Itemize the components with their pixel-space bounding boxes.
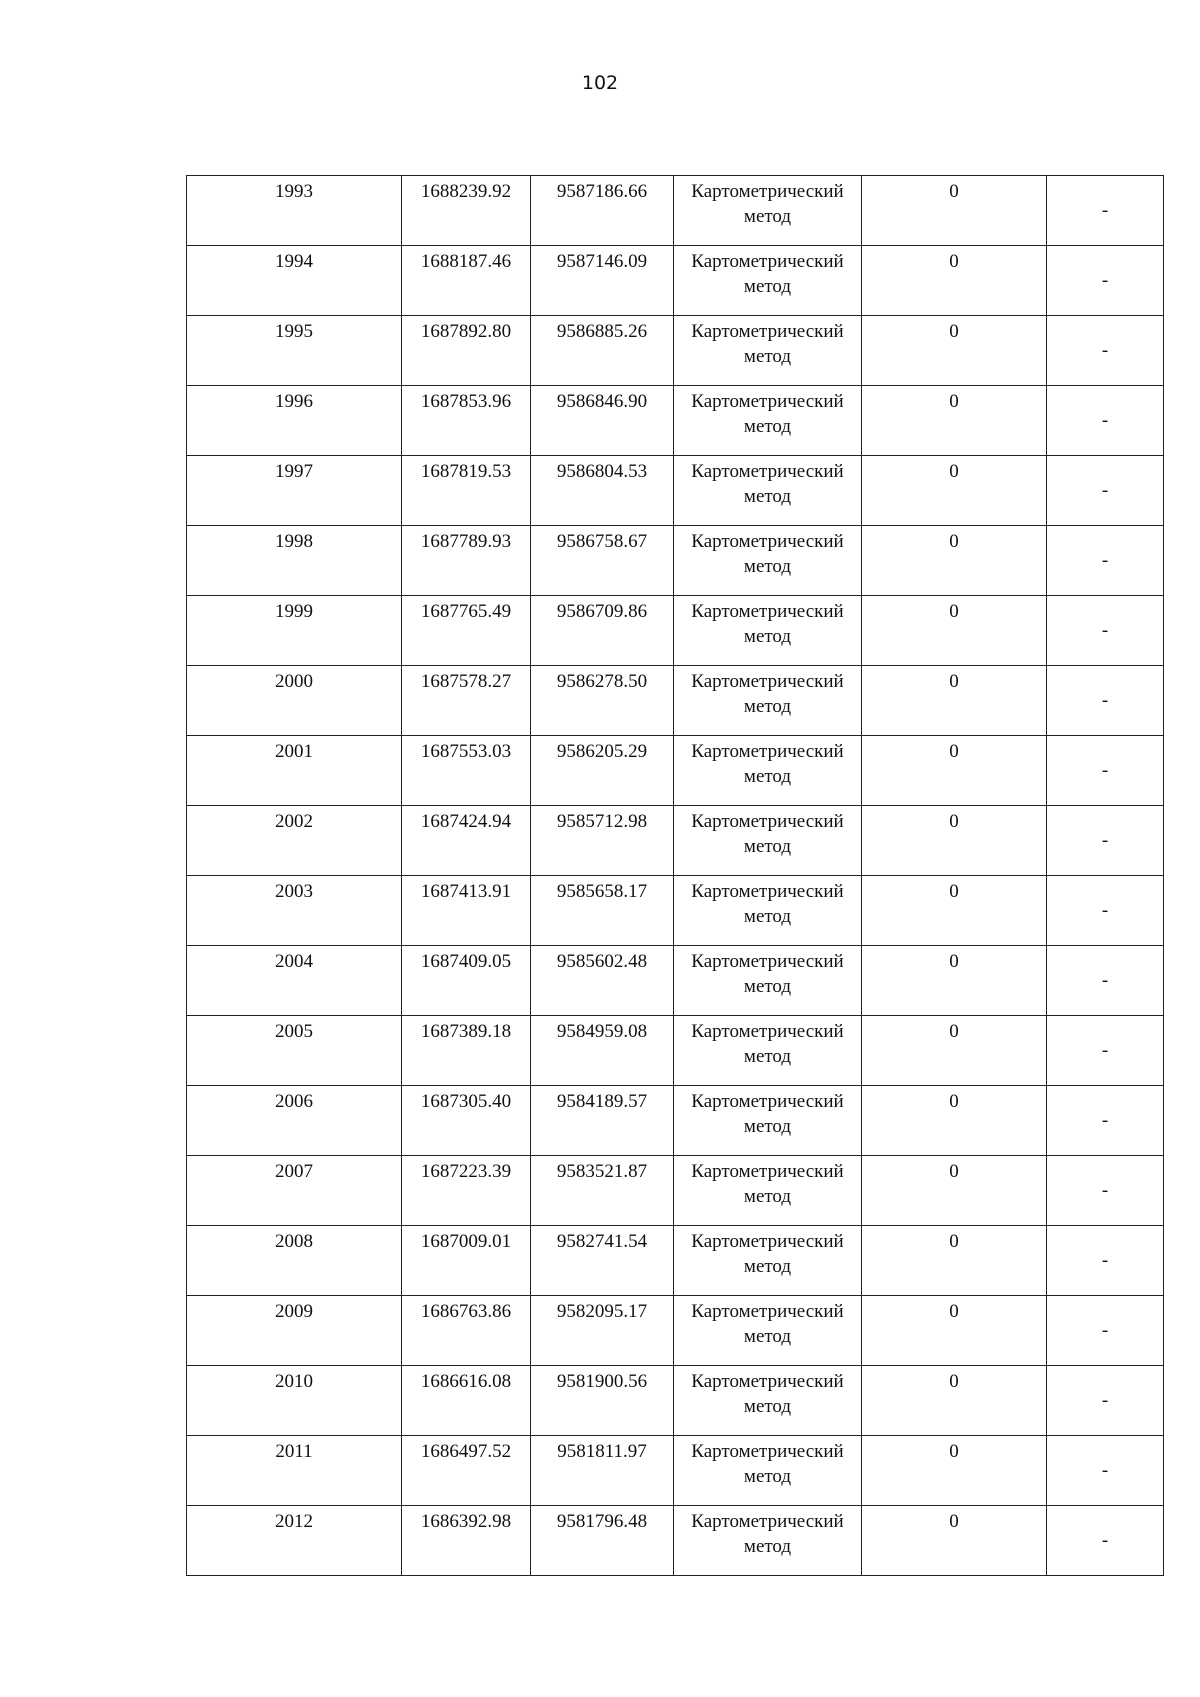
point-number-cell: 2001 — [187, 736, 402, 806]
accuracy-cell: 0 — [862, 736, 1047, 806]
accuracy-cell: 0 — [862, 596, 1047, 666]
note-cell: - — [1047, 176, 1164, 246]
x-coordinate-cell: 1686763.86 — [402, 1296, 531, 1366]
y-coordinate-cell: 9582741.54 — [531, 1226, 674, 1296]
y-coordinate-cell: 9586846.90 — [531, 386, 674, 456]
accuracy-cell: 0 — [862, 1016, 1047, 1086]
method-cell: Картометрический метод — [674, 1296, 862, 1366]
point-number-cell: 2011 — [187, 1436, 402, 1506]
accuracy-cell: 0 — [862, 1366, 1047, 1436]
accuracy-cell: 0 — [862, 1296, 1047, 1366]
method-cell: Картометрический метод — [674, 316, 862, 386]
table-row — [187, 1436, 1164, 1506]
note-cell: - — [1047, 596, 1164, 666]
y-coordinate-cell: 9586758.67 — [531, 526, 674, 596]
note-cell: - — [1047, 1436, 1164, 1506]
note-cell: - — [1047, 1016, 1164, 1086]
x-coordinate-cell: 1687223.39 — [402, 1156, 531, 1226]
x-coordinate-cell: 1687578.27 — [402, 666, 531, 736]
x-coordinate-cell: 1687789.93 — [402, 526, 531, 596]
accuracy-cell: 0 — [862, 806, 1047, 876]
table-row — [187, 1366, 1164, 1436]
accuracy-cell: 0 — [862, 386, 1047, 456]
note-cell: - — [1047, 666, 1164, 736]
y-coordinate-cell: 9585602.48 — [531, 946, 674, 1016]
y-coordinate-cell: 9581900.56 — [531, 1366, 674, 1436]
x-coordinate-cell: 1687765.49 — [402, 596, 531, 666]
point-number-cell: 2007 — [187, 1156, 402, 1226]
y-coordinate-cell: 9583521.87 — [531, 1156, 674, 1226]
method-cell: Картометрический метод — [674, 246, 862, 316]
point-number-cell: 2012 — [187, 1506, 402, 1576]
x-coordinate-cell: 1686616.08 — [402, 1366, 531, 1436]
y-coordinate-cell: 9584189.57 — [531, 1086, 674, 1156]
note-cell: - — [1047, 876, 1164, 946]
coordinates-table — [186, 175, 1164, 1576]
method-cell: Картометрический метод — [674, 1226, 862, 1296]
accuracy-cell: 0 — [862, 946, 1047, 1016]
method-cell: Картометрический метод — [674, 596, 862, 666]
accuracy-cell: 0 — [862, 1226, 1047, 1296]
note-cell: - — [1047, 946, 1164, 1016]
x-coordinate-cell: 1687853.96 — [402, 386, 531, 456]
y-coordinate-cell: 9581811.97 — [531, 1436, 674, 1506]
table-row — [187, 246, 1164, 316]
point-number-cell: 2005 — [187, 1016, 402, 1086]
accuracy-cell: 0 — [862, 876, 1047, 946]
point-number-cell: 2010 — [187, 1366, 402, 1436]
table-row — [187, 666, 1164, 736]
method-cell: Картометрический метод — [674, 736, 862, 806]
point-number-cell: 2008 — [187, 1226, 402, 1296]
point-number-cell: 2009 — [187, 1296, 402, 1366]
table-row — [187, 1016, 1164, 1086]
accuracy-cell: 0 — [862, 526, 1047, 596]
note-cell: - — [1047, 736, 1164, 806]
accuracy-cell: 0 — [862, 1156, 1047, 1226]
x-coordinate-cell: 1687819.53 — [402, 456, 531, 526]
table-row — [187, 176, 1164, 246]
x-coordinate-cell: 1687389.18 — [402, 1016, 531, 1086]
accuracy-cell: 0 — [862, 1506, 1047, 1576]
point-number-cell: 1996 — [187, 386, 402, 456]
table-row — [187, 946, 1164, 1016]
note-cell: - — [1047, 316, 1164, 386]
note-cell: - — [1047, 456, 1164, 526]
x-coordinate-cell: 1687553.03 — [402, 736, 531, 806]
point-number-cell: 1997 — [187, 456, 402, 526]
point-number-cell: 2003 — [187, 876, 402, 946]
x-coordinate-cell: 1687413.91 — [402, 876, 531, 946]
method-cell: Картометрический метод — [674, 176, 862, 246]
method-cell: Картометрический метод — [674, 1016, 862, 1086]
x-coordinate-cell: 1686392.98 — [402, 1506, 531, 1576]
y-coordinate-cell: 9581796.48 — [531, 1506, 674, 1576]
table-row — [187, 1156, 1164, 1226]
point-number-cell: 2004 — [187, 946, 402, 1016]
note-cell: - — [1047, 1366, 1164, 1436]
point-number-cell: 1998 — [187, 526, 402, 596]
point-number-cell: 1993 — [187, 176, 402, 246]
point-number-cell: 2006 — [187, 1086, 402, 1156]
table-row — [187, 806, 1164, 876]
page-number: 102 — [581, 72, 619, 94]
note-cell: - — [1047, 386, 1164, 456]
y-coordinate-cell: 9587186.66 — [531, 176, 674, 246]
point-number-cell: 2002 — [187, 806, 402, 876]
table-row — [187, 736, 1164, 806]
note-cell: - — [1047, 246, 1164, 316]
table-row — [187, 876, 1164, 946]
point-number-cell: 1994 — [187, 246, 402, 316]
method-cell: Картометрический метод — [674, 456, 862, 526]
point-number-cell: 2000 — [187, 666, 402, 736]
accuracy-cell: 0 — [862, 1086, 1047, 1156]
x-coordinate-cell: 1688239.92 — [402, 176, 531, 246]
note-cell: - — [1047, 1156, 1164, 1226]
accuracy-cell: 0 — [862, 456, 1047, 526]
table-row — [187, 1506, 1164, 1576]
method-cell: Картометрический метод — [674, 666, 862, 736]
table-row — [187, 1226, 1164, 1296]
x-coordinate-cell: 1688187.46 — [402, 246, 531, 316]
table-row — [187, 456, 1164, 526]
x-coordinate-cell: 1687305.40 — [402, 1086, 531, 1156]
y-coordinate-cell: 9582095.17 — [531, 1296, 674, 1366]
coordinates-table-body — [187, 176, 1164, 1576]
table-row — [187, 386, 1164, 456]
note-cell: - — [1047, 806, 1164, 876]
table-row — [187, 316, 1164, 386]
y-coordinate-cell: 9586278.50 — [531, 666, 674, 736]
method-cell: Картометрический метод — [674, 1086, 862, 1156]
accuracy-cell: 0 — [862, 246, 1047, 316]
x-coordinate-cell: 1687009.01 — [402, 1226, 531, 1296]
accuracy-cell: 0 — [862, 666, 1047, 736]
method-cell: Картометрический метод — [674, 1506, 862, 1576]
y-coordinate-cell: 9586709.86 — [531, 596, 674, 666]
table-row — [187, 1086, 1164, 1156]
note-cell: - — [1047, 1226, 1164, 1296]
y-coordinate-cell: 9584959.08 — [531, 1016, 674, 1086]
note-cell: - — [1047, 1086, 1164, 1156]
note-cell: - — [1047, 1506, 1164, 1576]
x-coordinate-cell: 1687424.94 — [402, 806, 531, 876]
point-number-cell: 1999 — [187, 596, 402, 666]
method-cell: Картометрический метод — [674, 1156, 862, 1226]
table-row — [187, 596, 1164, 666]
x-coordinate-cell: 1686497.52 — [402, 1436, 531, 1506]
y-coordinate-cell: 9587146.09 — [531, 246, 674, 316]
method-cell: Картометрический метод — [674, 1436, 862, 1506]
point-number-cell: 1995 — [187, 316, 402, 386]
table-row — [187, 1296, 1164, 1366]
accuracy-cell: 0 — [862, 1436, 1047, 1506]
method-cell: Картометрический метод — [674, 946, 862, 1016]
accuracy-cell: 0 — [862, 176, 1047, 246]
x-coordinate-cell: 1687892.80 — [402, 316, 531, 386]
y-coordinate-cell: 9586205.29 — [531, 736, 674, 806]
y-coordinate-cell: 9585712.98 — [531, 806, 674, 876]
table-row — [187, 526, 1164, 596]
accuracy-cell: 0 — [862, 316, 1047, 386]
note-cell: - — [1047, 526, 1164, 596]
method-cell: Картометрический метод — [674, 806, 862, 876]
method-cell: Картометрический метод — [674, 526, 862, 596]
method-cell: Картометрический метод — [674, 876, 862, 946]
method-cell: Картометрический метод — [674, 1366, 862, 1436]
y-coordinate-cell: 9585658.17 — [531, 876, 674, 946]
y-coordinate-cell: 9586885.26 — [531, 316, 674, 386]
y-coordinate-cell: 9586804.53 — [531, 456, 674, 526]
note-cell: - — [1047, 1296, 1164, 1366]
x-coordinate-cell: 1687409.05 — [402, 946, 531, 1016]
method-cell: Картометрический метод — [674, 386, 862, 456]
